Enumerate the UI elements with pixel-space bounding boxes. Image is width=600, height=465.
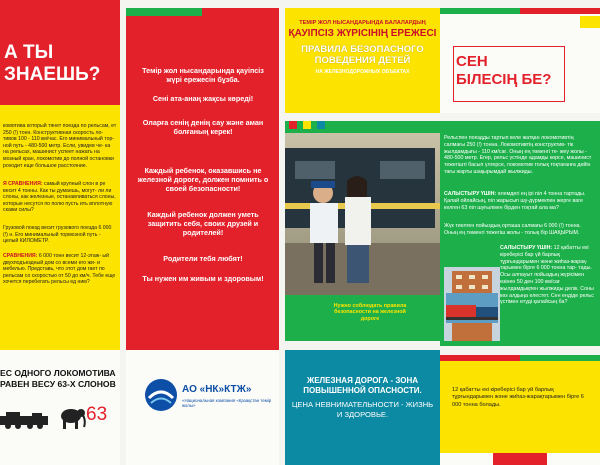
left-para2-label: Я СРАВНЕНИЯ: — [3, 181, 43, 187]
left-para1: комотива который тянет поезда по рельсам, ет 250 (!) тонн. Конструктивная скорость ло- тивов 100 - 110 км/час. Его минимальный тор- ной путь - 480-500 метр. Если, увидев че- ка на рельсах, машинист успеет нажать на мозный кран, локомотив до полной остановки роходит еще большое расстояние. — [3, 123, 117, 169]
yellow-note-panel — [440, 355, 600, 465]
bottom-stripe — [440, 453, 600, 465]
question-box — [453, 46, 565, 102]
question-line2: БІЛЕСІҢ БЕ? — [456, 71, 552, 88]
ktzh-logo-icon — [144, 378, 178, 412]
warning-subtitle: ЦЕНА НЕВНИМАТЕЛЬНОСТИ - ЖИЗНЬ И ЗДОРОВЬЕ. — [291, 400, 434, 419]
logo-subtext: «Национальная компания «Қазақстан темір жолы» — [182, 398, 272, 408]
middle-red-panel — [126, 8, 279, 465]
top-yellow-panel — [285, 8, 440, 113]
left-para2-text: самый крупный слон в ре весит 4 тонны. Как ты думаешь, могут- ли ли слоны, как железные, останавливаться слоны, которые несутся по полю пусть ить вплотную скажи силы? — [3, 181, 116, 214]
middle-ru3: Родители тебя любят! — [163, 254, 243, 263]
photo-caption: Нужно соблюдать правила безопасности на железной дороге — [333, 303, 407, 322]
green-para4 — [500, 245, 596, 306]
kz-subtitle: ТЕМІР ЖОЛ НЫСАНДАРЫНДА БАЛАЛАРДЫҢ — [299, 20, 426, 26]
warning-title: ЖЕЛЕЗНАЯ ДОРОГА - ЗОНА ПОВЫШЕННОЙ ОПАСНОСТИ. — [303, 376, 422, 395]
left-para4-label: СРАВНЕНИЯ: — [3, 253, 38, 259]
middle-kz2: Сені ата-анаң жақсы көреді! — [152, 94, 254, 103]
left-heading-line1: А ТЫ — [4, 42, 54, 63]
left-bottom-line1: ЕС ОДНОГО ЛОКОМОТИВА — [0, 368, 116, 378]
middle-top-stripe — [126, 8, 279, 16]
question-line1: СЕН — [456, 53, 488, 70]
middle-kz3: Оларға сенің денің сау және аман болғаның керек! — [142, 118, 264, 137]
yellow-note-stripe — [440, 355, 600, 361]
top-right-stripe — [440, 8, 600, 14]
green-para4-label: САЛЫСТЫРУ ҮШІН: — [500, 245, 553, 251]
top-white-panel — [440, 8, 600, 113]
left-bottom-number: 63 — [86, 404, 108, 425]
middle-ru4: Ты нужен им живым и здоровым! — [142, 274, 264, 283]
green-text-panel — [440, 121, 600, 346]
left-para4-text: 6 000 тонн весит 12-этаж- ый двухподъездный дом со всеми его жи- и мебелью. Представь, что этот дом гает по рельсам со скоростью от 50 до км/ч. Тебе еще хочется перебегать рельсы ед ним? — [3, 253, 116, 286]
left-para2 — [3, 181, 117, 214]
left-heading-line2: ЗНАЕШЬ? — [4, 64, 101, 85]
yellow-note-text: 12 қабатты екі кіреберісі бар үй барлық тұрғындарымен және жиһаз-жарақтарымен бірге 6 000 тонна болады. — [452, 387, 584, 408]
logo-text: АО «НК»КТЖ» — [182, 384, 252, 395]
ru-subtitle: НА ЖЕЛЕЗНОДОРОЖНЫХ ОБЪЕКТАХ — [315, 69, 410, 75]
middle-ru2: Каждый ребенок должен уметь защитить себя, своих друзей и родителей! — [147, 210, 259, 238]
middle-kz1: Темір жол нысандарында қауіпсіз жүрі ережесін бұзба. — [142, 66, 264, 85]
locomotive-icon — [0, 410, 55, 430]
kz-title: ҚАУІПСІЗ ЖҮРІСІНІҢ ЕРЕЖЕСІ — [288, 28, 437, 39]
corner-square — [580, 16, 600, 28]
children-train-photo — [285, 133, 440, 295]
left-para4 — [3, 253, 117, 286]
freight-train-image — [446, 293, 498, 323]
left-para3: Грузовой поезд весит грузового поезда 6 000 (!) н. Его минимальный тормозной путь - целый КИЛОМЕТР. — [3, 225, 112, 245]
middle-ru1: Каждый ребенок, оказавшись не железной дороге, должен помнить о своей безопасности! — [137, 166, 269, 194]
color-dots — [289, 121, 409, 129]
left-bottom-line2: РАВЕН ВЕСУ 63-Х СЛОНОВ — [0, 379, 116, 389]
green-para2-text: әлемдегі ең ірі піл 4 тонна тартады. Қалай ойлайсың, піл жарысып шу-дүрмекпен жерге ваге келген 63 піл шуғылмен бірден тоқтай ала ма? — [444, 191, 586, 211]
green-para2 — [444, 191, 594, 211]
green-para3: Жүк тиелген пойыздың орташа салмағы 6 000 (!) тонна. Оның ең төменгі тежегіш жолы - толық бір ШАҚЫРЫМ. — [444, 223, 581, 236]
left-yellow-panel — [0, 105, 120, 350]
ru-title: ПРАВИЛА БЕЗОПАСНОГО ПОВЕДЕНИЯ ДЕТЕЙ — [301, 44, 424, 66]
green-para2-label: САЛЫСТЫРУ ҮШІН: — [444, 191, 497, 197]
green-photo-panel — [285, 121, 440, 341]
green-para4-text: 12 қабатты екі кіреберісі бар үй барлық тұрғындарымен және жиһаз-жарақ- тарымен бірге 6 000 тонна тар- тады. Осы алпауыт пойыздың жүрісімен өзінен 50 ден 100 км/сағ жылдамдықпен жылжиды делік. Соны көз алдыңа елестет. Сен ендіде рельс үстімен өтуді қалайсың ба? — [500, 245, 594, 306]
blue-warning-panel — [285, 350, 440, 465]
elephant-icon — [58, 405, 86, 430]
green-para1: Рельспен поездды тартып келе жатқан локомотивтің салмағы 250 (!) тонна. Локомотивтің конструктив- тік жылдамдығы - 110 км/сағ. Оның ең төменгі те- жеу жолы - 480-500 метр. Егер, рельс үстінде адамды көрсе, машинист тежегішті басып үлгерсе, локомотив толық тоқтағанға дейін тағы жарты шақырымдай жылжиды. — [444, 135, 592, 175]
left-white-panel — [0, 350, 120, 465]
logo-area — [126, 350, 279, 465]
left-red-panel — [0, 0, 120, 105]
